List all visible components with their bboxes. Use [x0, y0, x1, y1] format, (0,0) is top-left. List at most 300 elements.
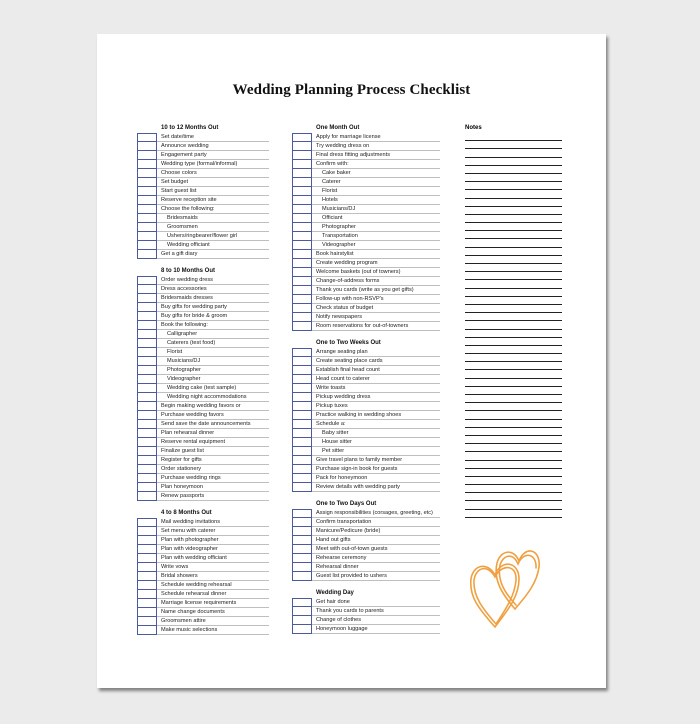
checkbox[interactable]	[137, 492, 157, 501]
checkbox[interactable]	[137, 223, 157, 232]
checklist-item-label: Rehearse ceremony	[312, 554, 440, 563]
checklist-item	[292, 169, 440, 178]
checklist-item-label: Thank you cards (write as you get gifts)	[312, 286, 440, 295]
checklist-item-label: Dress accessories	[157, 285, 269, 294]
checklist-item-label: Order wedding dress	[157, 276, 269, 285]
checklist-item-label: Guest list provided to ushers	[312, 572, 440, 581]
checkbox[interactable]	[292, 196, 312, 205]
checklist-item-label: Write vows	[157, 563, 269, 572]
note-line	[465, 289, 562, 297]
checkbox[interactable]	[292, 169, 312, 178]
checkbox[interactable]	[137, 456, 157, 465]
checklist-section	[137, 509, 269, 635]
note-line	[465, 428, 562, 436]
checklist-item-label: Bridesmaids	[157, 214, 269, 223]
checklist-item-label: Musicians/DJ	[312, 205, 440, 214]
checkbox[interactable]	[137, 420, 157, 429]
checklist-section	[292, 589, 440, 634]
checkbox[interactable]	[137, 411, 157, 420]
checklist-item-label: Schedule wedding rehearsal	[157, 581, 269, 590]
checklist-item	[137, 205, 269, 214]
checklist-item-label: Check status of budget	[312, 304, 440, 313]
checkbox[interactable]	[292, 518, 312, 527]
checklist-item-label: Rehearsal dinner	[312, 563, 440, 572]
note-line	[465, 379, 562, 387]
checkbox[interactable]	[137, 285, 157, 294]
checklist-item-label: Groomsmen	[157, 223, 269, 232]
checkbox[interactable]	[292, 438, 312, 447]
checkbox[interactable]	[137, 393, 157, 402]
checkbox[interactable]	[137, 384, 157, 393]
checklist-item-label: Final dress fitting adjustments	[312, 151, 440, 160]
note-line	[465, 510, 562, 518]
checklist-item	[292, 607, 440, 616]
note-line	[465, 477, 562, 485]
checklist-item-label: Make music selections	[157, 626, 269, 635]
note-line	[465, 436, 562, 444]
checkbox[interactable]	[292, 366, 312, 375]
checkbox[interactable]	[292, 402, 312, 411]
checklist-item-label: Florist	[312, 187, 440, 196]
checklist-item	[292, 160, 440, 169]
checklist-item-label: Apply for marriage license	[312, 133, 440, 142]
note-line	[465, 174, 562, 182]
checkbox[interactable]	[292, 607, 312, 616]
checklist-item	[292, 223, 440, 232]
checkbox[interactable]	[292, 223, 312, 232]
note-line	[465, 469, 562, 477]
checklist-item-label: Head count to caterer	[312, 375, 440, 384]
checklist-item	[137, 599, 269, 608]
checkbox[interactable]	[137, 438, 157, 447]
checkbox[interactable]	[292, 616, 312, 625]
checkbox[interactable]	[292, 598, 312, 607]
checkbox[interactable]	[137, 590, 157, 599]
checkbox[interactable]	[137, 429, 157, 438]
checkbox[interactable]	[137, 178, 157, 187]
checkbox[interactable]	[137, 483, 157, 492]
checklist-item	[292, 411, 440, 420]
note-line	[465, 141, 562, 149]
checklist-item	[137, 321, 269, 330]
checklist-item-label: Photographer	[157, 366, 269, 375]
checklist-item	[292, 277, 440, 286]
checkbox[interactable]	[137, 339, 157, 348]
section-title: One to Two Days Out	[316, 501, 377, 507]
checkbox[interactable]	[292, 572, 312, 581]
checklist-item-label: Manicure/Pedicure (bride)	[312, 527, 440, 536]
checklist-item	[137, 581, 269, 590]
checkbox[interactable]	[137, 366, 157, 375]
checkbox[interactable]	[292, 411, 312, 420]
checklist-item	[137, 563, 269, 572]
checklist-item	[137, 384, 269, 393]
checkbox[interactable]	[292, 545, 312, 554]
checklist-item	[137, 492, 269, 501]
note-line	[465, 321, 562, 329]
checkbox[interactable]	[137, 330, 157, 339]
section-title: One Month Out	[316, 125, 360, 131]
checkbox[interactable]	[292, 178, 312, 187]
checklist-item-label: Renew passports	[157, 492, 269, 501]
checklist-item	[137, 617, 269, 626]
checkbox[interactable]	[292, 536, 312, 545]
checklist-item	[292, 375, 440, 384]
checkbox[interactable]	[292, 375, 312, 384]
checklist-item	[137, 438, 269, 447]
checklist-item	[292, 402, 440, 411]
note-line	[465, 411, 562, 419]
checklist-item	[292, 465, 440, 474]
checklist-item	[137, 572, 269, 581]
checklist-section	[137, 124, 269, 259]
checklist-item-label: Notify newspapers	[312, 313, 440, 322]
note-line	[465, 387, 562, 395]
checkbox[interactable]	[137, 214, 157, 223]
checkbox[interactable]	[137, 357, 157, 366]
checkbox[interactable]	[292, 232, 312, 241]
checklist-item	[137, 456, 269, 465]
checklist-item	[137, 447, 269, 456]
checkbox[interactable]	[137, 205, 157, 214]
checkbox[interactable]	[137, 545, 157, 554]
checklist-item-label: Purchase wedding rings	[157, 474, 269, 483]
checkbox[interactable]	[292, 420, 312, 429]
hearts-icon	[467, 539, 542, 631]
note-line	[465, 338, 562, 346]
checkbox[interactable]	[137, 626, 157, 635]
checklist-item	[137, 178, 269, 187]
checklist-item-label: Thank you cards to parents	[312, 607, 440, 616]
checklist-item-label: Confirm with:	[312, 160, 440, 169]
checkbox[interactable]	[292, 259, 312, 268]
checklist-item-label: Plan with wedding officiant	[157, 554, 269, 563]
checklist-item	[292, 545, 440, 554]
checklist-item-label: Choose the following:	[157, 205, 269, 214]
checklist-item	[137, 375, 269, 384]
checkbox[interactable]	[292, 322, 312, 331]
checklist-item	[137, 590, 269, 599]
note-line	[465, 362, 562, 370]
checkbox[interactable]	[137, 402, 157, 411]
checklist-item	[137, 411, 269, 420]
checklist-item	[292, 438, 440, 447]
checklist-item	[292, 322, 440, 331]
checklist-item	[292, 554, 440, 563]
checklist-section	[292, 339, 440, 492]
checklist-item	[137, 527, 269, 536]
note-line	[465, 297, 562, 305]
checklist-item	[292, 474, 440, 483]
checklist-item-label: Choose colors	[157, 169, 269, 178]
checkbox[interactable]	[137, 474, 157, 483]
checkbox[interactable]	[292, 384, 312, 393]
note-line	[465, 149, 562, 157]
checklist-item-label: Wedding cake (test sample)	[157, 384, 269, 393]
checklist-item	[292, 259, 440, 268]
note-line	[465, 133, 562, 141]
note-line	[465, 223, 562, 231]
note-line	[465, 272, 562, 280]
checklist-item-label: Practice walking in wedding shoes	[312, 411, 440, 420]
checklist-item	[137, 133, 269, 142]
checklist-item-label: Meet with out-of-town guests	[312, 545, 440, 554]
checkbox[interactable]	[292, 268, 312, 277]
checkbox[interactable]	[292, 313, 312, 322]
checkbox[interactable]	[292, 160, 312, 169]
checklist-item-label: Establish final head count	[312, 366, 440, 375]
checklist-page	[97, 34, 606, 688]
checklist-item	[292, 232, 440, 241]
checklist-item-label: Plan with videographer	[157, 545, 269, 554]
checkbox[interactable]	[137, 581, 157, 590]
checklist-item-label: Calligrapher	[157, 330, 269, 339]
checkbox[interactable]	[137, 321, 157, 330]
checkbox[interactable]	[292, 250, 312, 259]
checkbox[interactable]	[137, 608, 157, 617]
checklist-item	[292, 357, 440, 366]
note-line	[465, 166, 562, 174]
checklist-item	[292, 572, 440, 581]
note-line	[465, 231, 562, 239]
checklist-item-label: Transportation	[312, 232, 440, 241]
note-line	[465, 420, 562, 428]
checklist-item	[292, 483, 440, 492]
checklist-item-label: Hand out gifts	[312, 536, 440, 545]
checklist-item	[137, 250, 269, 259]
checkbox[interactable]	[292, 277, 312, 286]
note-line	[465, 493, 562, 501]
checklist-item	[292, 420, 440, 429]
checklist-item-label: Review details with wedding party	[312, 483, 440, 492]
checklist-item	[292, 598, 440, 607]
checklist-item	[292, 268, 440, 277]
checklist-item	[137, 294, 269, 303]
checkbox[interactable]	[292, 447, 312, 456]
checklist-item-label: Buy gifts for wedding party	[157, 303, 269, 312]
checkbox[interactable]	[137, 250, 157, 259]
checkbox[interactable]	[137, 447, 157, 456]
checklist-item	[137, 429, 269, 438]
checkbox[interactable]	[292, 456, 312, 465]
checklist-item	[137, 402, 269, 411]
checkbox[interactable]	[292, 295, 312, 304]
checklist-item	[137, 465, 269, 474]
checklist-item-label: Assign responsibilities (corsages, greeting, etc)	[312, 509, 440, 518]
checklist-item-label: Schedule rehearsal dinner	[157, 590, 269, 599]
checklist-item-label: Honeymoon luggage	[312, 625, 440, 634]
checklist-item	[137, 554, 269, 563]
page-title: Wedding Planning Process Checklist	[232, 82, 471, 98]
checklist-item-label: Cake baker	[312, 169, 440, 178]
checklist-item	[292, 518, 440, 527]
checklist-item	[137, 545, 269, 554]
checklist-item-label: Write toasts	[312, 384, 440, 393]
checkbox[interactable]	[292, 348, 312, 357]
checkbox[interactable]	[292, 241, 312, 250]
checkbox[interactable]	[137, 241, 157, 250]
checklist-item	[137, 312, 269, 321]
checkbox[interactable]	[292, 527, 312, 536]
checkbox[interactable]	[137, 312, 157, 321]
checklist-item-label: Photographer	[312, 223, 440, 232]
checkbox[interactable]	[292, 133, 312, 142]
checklist-section	[137, 267, 269, 501]
checklist-item	[137, 285, 269, 294]
checklist-section	[292, 124, 440, 331]
checklist-item	[292, 304, 440, 313]
checklist-item	[292, 366, 440, 375]
checkbox[interactable]	[137, 563, 157, 572]
checkbox[interactable]	[137, 294, 157, 303]
checklist-item-label: Baby sitter	[312, 429, 440, 438]
checkbox[interactable]	[137, 160, 157, 169]
checklist-item	[292, 142, 440, 151]
checkbox[interactable]	[137, 617, 157, 626]
checkbox[interactable]	[292, 625, 312, 634]
checklist-item	[292, 348, 440, 357]
checkbox[interactable]	[137, 536, 157, 545]
checklist-item-label: Change of clothes	[312, 616, 440, 625]
checklist-item	[137, 339, 269, 348]
checklist-item	[292, 384, 440, 393]
note-line	[465, 215, 562, 223]
checkbox[interactable]	[137, 554, 157, 563]
checklist-item-label: Give travel plans to family member	[312, 456, 440, 465]
checklist-item-label: Reserve rental equipment	[157, 438, 269, 447]
checkbox[interactable]	[137, 518, 157, 527]
checkbox[interactable]	[137, 133, 157, 142]
note-line	[465, 444, 562, 452]
checklist-item-label: Purchase wedding favors	[157, 411, 269, 420]
checklist-item-label: Announce wedding	[157, 142, 269, 151]
notes-lines	[465, 133, 562, 518]
checklist-item	[292, 178, 440, 187]
checklist-item-label: Arrange seating plan	[312, 348, 440, 357]
checklist-item-label: Bridesmaids dresses	[157, 294, 269, 303]
checkbox[interactable]	[137, 232, 157, 241]
note-line	[465, 501, 562, 509]
note-line	[465, 452, 562, 460]
checkbox[interactable]	[137, 527, 157, 536]
checklist-item-label: Pack for honeymoon	[312, 474, 440, 483]
checklist-item-label: Videographer	[157, 375, 269, 384]
checklist-item-label: Caterer	[312, 178, 440, 187]
checklist-item-label: Set menu with caterer	[157, 527, 269, 536]
checklist-item-label: Buy gifts for bride & groom	[157, 312, 269, 321]
checklist-item-label: Register for gifts	[157, 456, 269, 465]
checkbox[interactable]	[292, 465, 312, 474]
checklist-item	[292, 205, 440, 214]
checklist-item	[292, 536, 440, 545]
checkbox[interactable]	[292, 483, 312, 492]
checkbox[interactable]	[292, 205, 312, 214]
checkbox[interactable]	[292, 429, 312, 438]
note-line	[465, 158, 562, 166]
checklist-item-label: Set budget	[157, 178, 269, 187]
notes-area	[465, 124, 562, 518]
checkbox[interactable]	[292, 151, 312, 160]
checkbox[interactable]	[137, 572, 157, 581]
checkbox[interactable]	[137, 465, 157, 474]
checklist-item-label: Musicians/DJ	[157, 357, 269, 366]
checklist-item-label: Get a gift diary	[157, 250, 269, 259]
note-line	[465, 207, 562, 215]
checklist-item	[292, 151, 440, 160]
note-line	[465, 395, 562, 403]
note-line	[465, 485, 562, 493]
checklist-item-label: Confirm transportation	[312, 518, 440, 527]
note-line	[465, 199, 562, 207]
checklist-item-label: Pickup wedding dress	[312, 393, 440, 402]
checklist-item	[137, 393, 269, 402]
checkbox[interactable]	[137, 303, 157, 312]
checkbox[interactable]	[292, 214, 312, 223]
checkbox[interactable]	[292, 304, 312, 313]
checkbox[interactable]	[137, 151, 157, 160]
checkbox[interactable]	[137, 375, 157, 384]
checklist-item-label: Get hair done	[312, 598, 440, 607]
checklist-item	[137, 276, 269, 285]
note-line	[465, 370, 562, 378]
checkbox[interactable]	[137, 196, 157, 205]
checkbox[interactable]	[292, 554, 312, 563]
checklist-item	[137, 366, 269, 375]
checklist-item-label: Begin making wedding favors or	[157, 402, 269, 411]
checklist-item-label: Videographer	[312, 241, 440, 250]
checklist-item	[137, 196, 269, 205]
checklist-item	[137, 241, 269, 250]
checklist-item-label: Hotels	[312, 196, 440, 205]
checkbox[interactable]	[137, 276, 157, 285]
checkbox[interactable]	[292, 393, 312, 402]
checklist-item-label: Pickup tuxes	[312, 402, 440, 411]
checklist-item-label: Start guest list	[157, 187, 269, 196]
checklist-item-label: Purchase sign-in book for guests	[312, 465, 440, 474]
checkbox[interactable]	[292, 563, 312, 572]
section-title: One to Two Weeks Out	[316, 340, 381, 346]
checklist-item	[137, 169, 269, 178]
checklist-item-label: Bridal showers	[157, 572, 269, 581]
checkbox[interactable]	[137, 348, 157, 357]
checkbox[interactable]	[137, 599, 157, 608]
checklist-item-label: Create wedding program	[312, 259, 440, 268]
note-line	[465, 354, 562, 362]
checkbox[interactable]	[292, 142, 312, 151]
note-line	[465, 346, 562, 354]
checkbox[interactable]	[292, 357, 312, 366]
checkbox[interactable]	[137, 142, 157, 151]
checklist-item-label: Plan rehearsal dinner	[157, 429, 269, 438]
checkbox[interactable]	[292, 286, 312, 295]
checklist-item-label: Wedding night accommodations	[157, 393, 269, 402]
checklist-item	[137, 232, 269, 241]
checklist-item	[292, 393, 440, 402]
checklist-item-label: Wedding type (formal/informal)	[157, 160, 269, 169]
checklist-item-label: Florist	[157, 348, 269, 357]
checklist-item	[292, 625, 440, 634]
checkbox[interactable]	[137, 169, 157, 178]
checkbox[interactable]	[292, 474, 312, 483]
checkbox[interactable]	[292, 509, 312, 518]
note-line	[465, 264, 562, 272]
checklist-item	[292, 214, 440, 223]
checkbox[interactable]	[137, 187, 157, 196]
checklist-item	[292, 509, 440, 518]
checkbox[interactable]	[292, 187, 312, 196]
checklist-item	[137, 214, 269, 223]
section-title: 4 to 8 Months Out	[161, 510, 212, 516]
